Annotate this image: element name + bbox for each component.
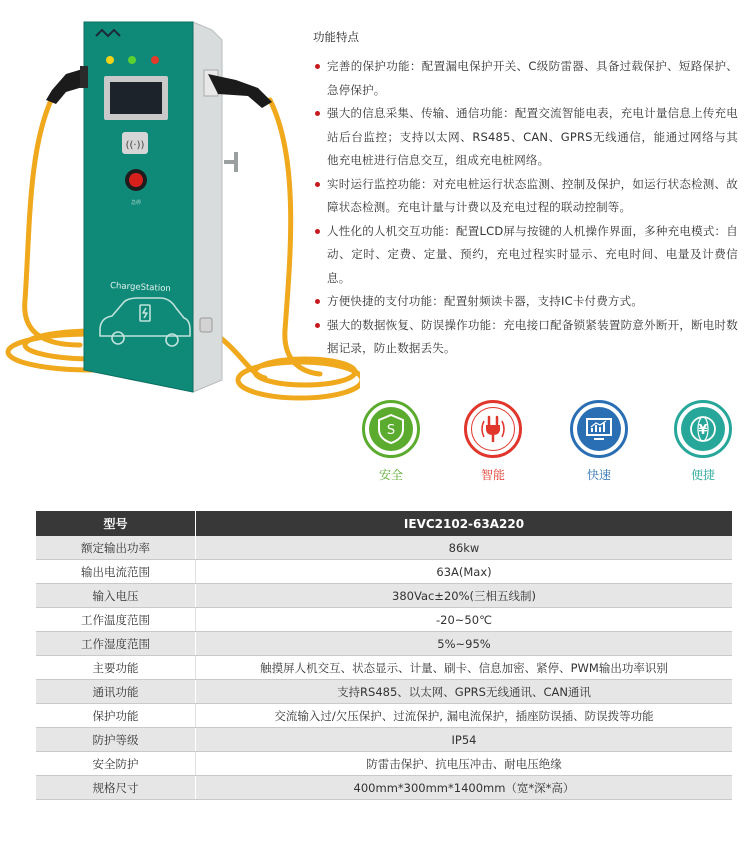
spec-value: IP54 — [196, 728, 733, 752]
spec-value: 防雷击保护、抗电压冲击、耐电压绝缘 — [196, 752, 733, 776]
svg-text:((·)): ((·)) — [125, 140, 145, 151]
spec-key: 主要功能 — [36, 656, 196, 680]
feature-item: 实时运行监控功能：对充电桩运行状态监测、控制及保护，如运行状态检测、故障状态检测。充电计量与计费以及充电过程的联动控制等。 — [313, 173, 738, 220]
feature-item: 强大的数据恢复、防误操作功能：充电接口配备锁紧装置防意外断开，断电时数据记录，防止数据丢失。 — [313, 314, 738, 361]
table-row — [36, 560, 732, 584]
brand-text: ChargeStation — [109, 281, 172, 295]
feature-icon-smart — [458, 400, 528, 483]
yen-globe-icon — [687, 413, 719, 445]
spec-key: 输出电流范围 — [36, 560, 196, 584]
spec-key: 安全防护 — [36, 752, 196, 776]
spec-key: 工作温度范围 — [36, 608, 196, 632]
table-row — [36, 680, 732, 704]
table-row — [36, 608, 732, 632]
monitor-chart-icon — [584, 415, 614, 443]
table-row — [36, 728, 732, 752]
spec-value: 400mm*300mm*1400mm（宽*深*高） — [196, 776, 733, 800]
spec-value: 63A(Max) — [196, 560, 733, 584]
spec-value: 5%~95% — [196, 632, 733, 656]
spec-value: -20~50℃ — [196, 608, 733, 632]
table-row — [36, 656, 732, 680]
table-row — [36, 632, 732, 656]
stop-label: 急停 — [130, 200, 142, 206]
feature-item: 人性化的人机交互功能：配置LCD屏与按键的人机操作界面，多种充电模式：自动、定时、定费、定量、预约，充电过程实时显示、充电时间、电量及计费信息。 — [313, 220, 738, 291]
feature-icon-safety — [356, 400, 426, 483]
icon-label: 安全 — [378, 468, 403, 482]
feature-icon-fast — [564, 400, 634, 483]
feature-item: 完善的保护功能：配置漏电保护开关、C级防雷器、具备过载保护、短路保护、急停保护。 — [313, 55, 738, 102]
spec-key: 额定输出功率 — [36, 536, 196, 560]
svg-text:¥: ¥ — [698, 423, 708, 438]
spec-header-key: 型号 — [36, 511, 196, 536]
svg-text:S: S — [386, 423, 396, 438]
table-row — [36, 752, 732, 776]
spec-key: 防护等级 — [36, 728, 196, 752]
table-row — [36, 704, 732, 728]
icon-label: 快速 — [586, 468, 611, 482]
table-row — [36, 584, 732, 608]
spec-key: 保护功能 — [36, 704, 196, 728]
plug-icon — [478, 413, 508, 445]
spec-header-value: IEVC2102-63A220 — [196, 511, 733, 536]
feature-icon-convenient — [668, 400, 738, 483]
spec-value: 支持RS485、以太网、GPRS无线通讯、CAN通讯 — [196, 680, 733, 704]
features-title: 功能特点 — [313, 30, 359, 44]
feature-item: 方便快捷的支付功能：配置射频读卡器，支持IC卡付费方式。 — [313, 290, 738, 314]
icon-label: 便捷 — [690, 468, 715, 482]
shield-s-icon — [376, 413, 406, 445]
spec-key: 工作湿度范围 — [36, 632, 196, 656]
charger-illustration — [0, 0, 360, 410]
spec-header-row — [36, 511, 732, 536]
table-row — [36, 536, 732, 560]
spec-key: 规格尺寸 — [36, 776, 196, 800]
spec-value: 触摸屏人机交互、状态显示、计量、刷卡、信息加密、紧停、PWM输出功率识别 — [196, 656, 733, 680]
left-charging-gun — [46, 66, 88, 104]
feature-list — [313, 55, 738, 361]
spec-value: 86kw — [196, 536, 733, 560]
spec-key: 输入电压 — [36, 584, 196, 608]
spec-key: 通讯功能 — [36, 680, 196, 704]
spec-value: 380Vac±20%(三相五线制) — [196, 584, 733, 608]
table-row — [36, 776, 732, 800]
icon-label: 智能 — [480, 468, 505, 482]
spec-table — [36, 511, 732, 800]
spec-value: 交流输入过/欠压保护、过流保护, 漏电流保护，插座防误插、防误拨等功能 — [196, 704, 733, 728]
feature-item: 强大的信息采集、传输、通信功能：配置交流智能电表，充电计量信息上传充电站后台监控；支持以太网、RS485、CAN、GPRS无线通信，能通过网络与其他充电桩进行信息交互，组成充电桩网络。 — [313, 102, 738, 173]
